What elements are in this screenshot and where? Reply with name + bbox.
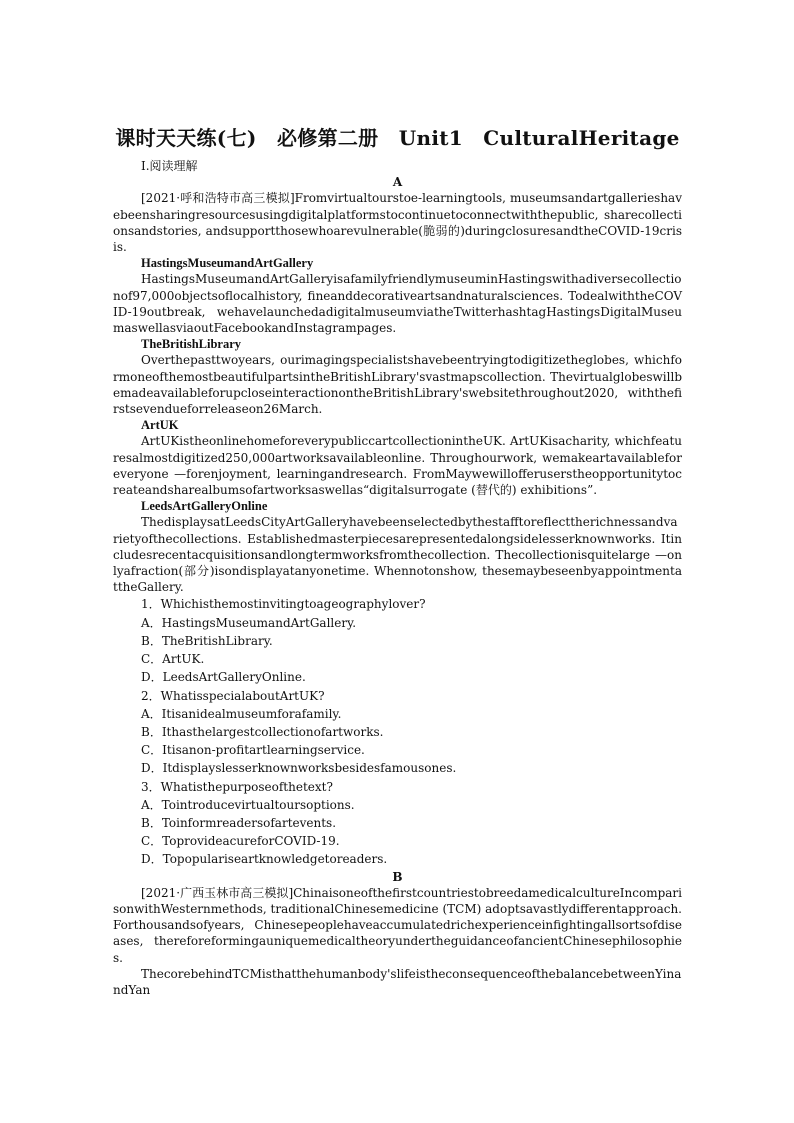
section-label: Ⅰ.阅读理解 [141,159,198,173]
question-1-option-b: B．TheBritishLibrary. [141,633,273,648]
passage-b-paragraph-1: ThecorebehindTCMisthatthehumanbody'slifeistheconsequenceofthebalancebetweenYinandYan [113,966,682,997]
question-2-option-d: D．Itdisplayslesserknownworksbesidesfamousones. [141,761,457,776]
question-2-stem: 2．WhatisspecialaboutArtUK? [141,688,325,703]
paragraph-art-uk: ArtUKistheonlinehomeforeverypubliccartcollectionintheUK. ArtUKisacharity, whichfeaturesalmostdigitized250,000artworksavailableonline. Throughourwork, wemakeartavailableforeveryone —forenjoyment, learningandresearch. FromMaywewillofferuserstheopportunitytocreateandsharealbumsofartworksaswellas“digitalsurrogate (替代的) exhibitions”. [113,434,682,498]
question-1-option-d: D．LeedsArtGalleryOnline. [141,670,306,685]
paragraph-hastings: HastingsMuseumandArtGalleryisafamilyfriendlymuseuminHastingswithadiversecollectionof97,000objectsoflocalhistory, fineanddecorativeartsandnaturalsciences. TodealwiththeCOVID-19outbreak, wehavelaunchedadigitalmuseumviatheTwitterhashtagHastingsDigitalMuseumaswellasviaoutFacebookandInstagrampages. [113,272,682,336]
heading-hastings: HastingsMuseumandArtGallery [141,256,314,271]
question-list [113,595,682,868]
page-title: 课时天天练(七) 必修第二册 Unit1 CulturalHeritage [115,126,680,150]
passage-b-intro: [2021·广西玉林市高三模拟]ChinaisoneofthefirstcountriestobreedamedicalcultureIncomparisonwithWesternmethods, traditionalChinesemedicine (TCM) adoptsavastlydifferentapproach. Forthousandsofyears, Chinesepeoplehaveaccumulatedrichexperienceinfightingallsortsofdiseases, thereforeformingauniquemedicaltheoryundertheguidanceofancientChinesephilosophies. [113,885,682,965]
question-1-option-a: A．HastingsMuseumandArtGallery. [141,615,357,630]
question-3-option-a: A．Tointroducevirtualtoursoptions. [141,797,355,812]
question-1-stem: 1．Whichisthemostinvitingtoageographylover? [141,597,426,612]
passage-a-intro: [2021·呼和浩特市高三模拟]Fromvirtualtourstoe-learningtools, museumsandartgallerieshavebeensharingresourcesusingdigitalplatformstocontinuetoconnectwiththepublic, sharecollectionsandstories, andsupportthosewhoarevulnerable(脆弱的)duringclosuresandtheCOVID-19crisis. [113,191,682,255]
question-3-option-d: D．Topopulariseartknowledgetoreaders. [141,852,388,867]
question-3-option-c: C．ToprovideacureforCOVID-19. [141,834,340,849]
question-2-option-b: B．Ithasthelargestcollectionofartworks. [141,724,384,739]
heading-british-library: TheBritishLibrary [141,337,242,352]
question-1-option-c: C．ArtUK. [141,652,205,667]
document-body [113,158,682,998]
heading-leeds: LeedsArtGalleryOnline [141,499,268,514]
question-3-stem: 3．Whatisthepurposeofthetext? [141,779,333,794]
heading-art-uk: ArtUK [141,418,179,433]
paragraph-leeds: ThedisplaysatLeedsCityArtGalleryhavebeenselectedbythestafftoreflecttherichnessandvarietyofthecollections. Establishedmasterpiecesarepresentedalongsidelesserknownworks. Itincludesrecentacquisitionsandlongtermworksfromthecollection. Thecollectionisquitelarge —onlyafraction(部分)isondisplayatanyonetime. Whennotonshow, thesemaybeseenbyappointmentattheGallery. [113,515,682,595]
question-2-option-a: A．Itisanidealmuseumforafamily. [141,706,342,721]
question-2-option-c: C．Itisanon-profitartlearningservice. [141,743,365,758]
paragraph-british-library: Overthepasttwoyears, ourimagingspecialistshavebeentryingtodigitizetheglobes, whichformoneofthemostbeautifulpartsintheBritishLibrary'svastmapscollection. ThevirtualglobeswillbemadeavailableforupcloseinteractionontheBritishLibrary'swebsitethroughout2020, withthefirstsevendueforreleaseon26March. [113,353,682,417]
passage-a-letter: A [392,175,403,190]
passage-b-letter: B [392,869,403,884]
question-3-option-b: B．Toinformreadersofartevents. [141,815,337,830]
